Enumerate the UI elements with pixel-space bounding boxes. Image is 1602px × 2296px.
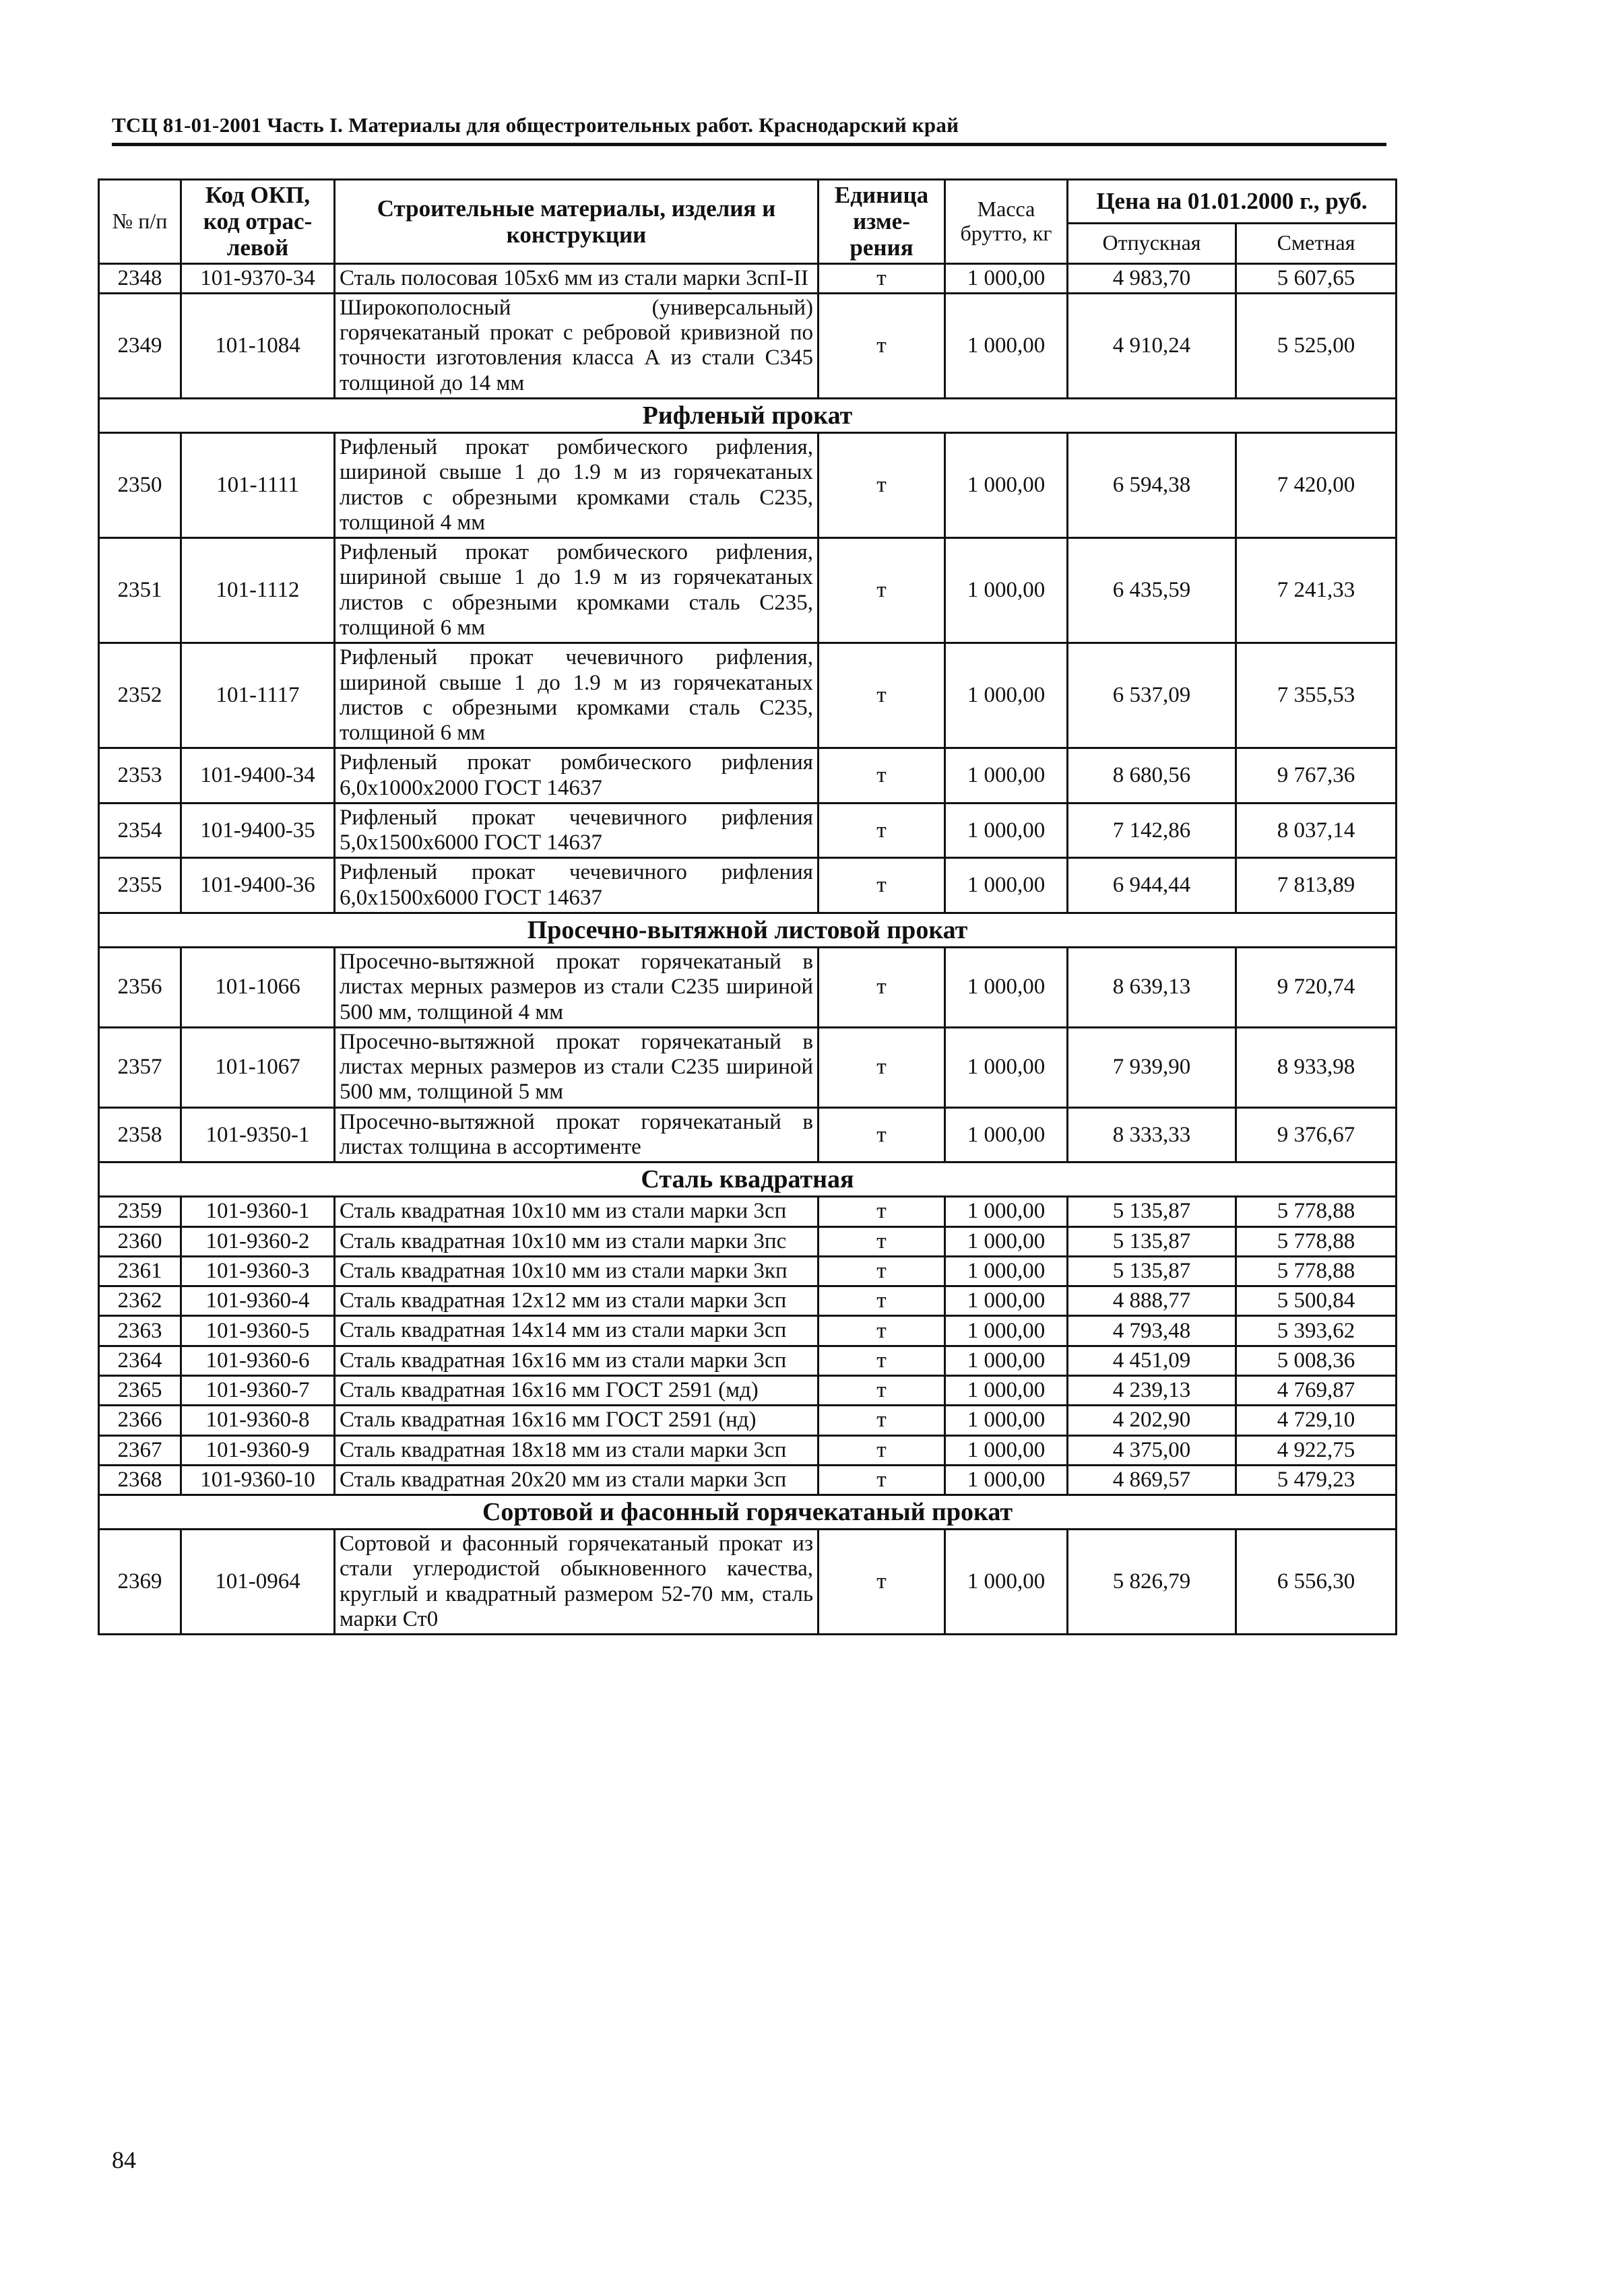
table-row bbox=[99, 803, 1397, 858]
cell-price-open: 8 639,13 bbox=[1068, 948, 1236, 1028]
cell-row-number: 2367 bbox=[99, 1435, 181, 1465]
cell-unit: т bbox=[819, 1256, 945, 1286]
cell-description: Рифленый прокат чечевичного рифления 5,0х1500х6000 ГОСТ 14637 bbox=[335, 803, 819, 858]
table-row bbox=[99, 293, 1397, 398]
cell-unit: т bbox=[819, 538, 945, 643]
cell-price-open: 4 910,24 bbox=[1068, 293, 1236, 398]
cell-mass: 1 000,00 bbox=[945, 1530, 1068, 1635]
cell-row-number: 2350 bbox=[99, 432, 181, 537]
cell-description: Рифленый прокат ромбического рифления, шириной свыше 1 до 1.9 м из горячекатаных листов с обрезными кромками сталь С235, толщиной 6 мм bbox=[335, 538, 819, 643]
cell-mass: 1 000,00 bbox=[945, 1346, 1068, 1375]
cell-unit: т bbox=[819, 1286, 945, 1316]
cell-price-estimate: 7 813,89 bbox=[1236, 858, 1397, 913]
cell-price-open: 5 135,87 bbox=[1068, 1226, 1236, 1256]
cell-okp-code: 101-9360-1 bbox=[181, 1197, 335, 1226]
table-row bbox=[99, 948, 1397, 1028]
cell-description: Сталь квадратная 10х10 мм из стали марки 3сп bbox=[335, 1197, 819, 1226]
table-row bbox=[99, 1286, 1397, 1316]
price-table bbox=[98, 178, 1397, 1635]
header-rule bbox=[112, 143, 1386, 146]
cell-price-open: 5 135,87 bbox=[1068, 1256, 1236, 1286]
cell-okp-code: 101-9400-35 bbox=[181, 803, 335, 858]
table-row bbox=[99, 1256, 1397, 1286]
cell-mass: 1 000,00 bbox=[945, 1465, 1068, 1495]
cell-okp-code: 101-9360-4 bbox=[181, 1286, 335, 1316]
cell-price-open: 5 135,87 bbox=[1068, 1197, 1236, 1226]
cell-okp-code: 101-9370-34 bbox=[181, 263, 335, 293]
table-row bbox=[99, 1316, 1397, 1346]
cell-description: Рифленый прокат ромбического рифления 6,0х1000х2000 ГОСТ 14637 bbox=[335, 748, 819, 803]
cell-price-estimate: 8 037,14 bbox=[1236, 803, 1397, 858]
cell-okp-code: 101-1111 bbox=[181, 432, 335, 537]
section-header-row bbox=[99, 913, 1397, 948]
cell-mass: 1 000,00 bbox=[945, 1286, 1068, 1316]
cell-okp-code: 101-9400-34 bbox=[181, 748, 335, 803]
cell-description: Сталь квадратная 16х16 мм ГОСТ 2591 (нд) bbox=[335, 1406, 819, 1435]
cell-price-estimate: 9 376,67 bbox=[1236, 1107, 1397, 1162]
cell-row-number: 2366 bbox=[99, 1406, 181, 1435]
cell-price-open: 8 333,33 bbox=[1068, 1107, 1236, 1162]
cell-row-number: 2357 bbox=[99, 1027, 181, 1107]
cell-price-estimate: 9 720,74 bbox=[1236, 948, 1397, 1028]
table-row bbox=[99, 1406, 1397, 1435]
col-header-desc: Строительные материалы, изделия и конструкции bbox=[335, 180, 819, 264]
cell-price-open: 4 888,77 bbox=[1068, 1286, 1236, 1316]
col-header-open: Отпускная bbox=[1068, 223, 1236, 263]
cell-mass: 1 000,00 bbox=[945, 1107, 1068, 1162]
cell-price-open: 4 451,09 bbox=[1068, 1346, 1236, 1375]
section-header-row bbox=[99, 1162, 1397, 1197]
cell-price-open: 4 239,13 bbox=[1068, 1375, 1236, 1405]
cell-price-open: 4 793,48 bbox=[1068, 1316, 1236, 1346]
table-row bbox=[99, 1530, 1397, 1635]
cell-okp-code: 101-9360-8 bbox=[181, 1406, 335, 1435]
table-body bbox=[99, 263, 1397, 1635]
cell-row-number: 2368 bbox=[99, 1465, 181, 1495]
cell-price-estimate: 5 500,84 bbox=[1236, 1286, 1397, 1316]
cell-row-number: 2363 bbox=[99, 1316, 181, 1346]
cell-okp-code: 101-9360-3 bbox=[181, 1256, 335, 1286]
cell-unit: т bbox=[819, 1107, 945, 1162]
cell-row-number: 2356 bbox=[99, 948, 181, 1028]
cell-unit: т bbox=[819, 948, 945, 1028]
cell-row-number: 2358 bbox=[99, 1107, 181, 1162]
cell-description: Сталь квадратная 16х16 мм ГОСТ 2591 (мд) bbox=[335, 1375, 819, 1405]
cell-okp-code: 101-1067 bbox=[181, 1027, 335, 1107]
section-title: Рифленый прокат bbox=[99, 398, 1397, 432]
section-title: Сталь квадратная bbox=[99, 1162, 1397, 1197]
cell-description: Просечно-вытяжной прокат горячекатаный в листах мерных размеров из стали С235 шириной 500 мм, толщиной 4 мм bbox=[335, 948, 819, 1028]
cell-unit: т bbox=[819, 643, 945, 748]
cell-okp-code: 101-0964 bbox=[181, 1530, 335, 1635]
cell-mass: 1 000,00 bbox=[945, 432, 1068, 537]
cell-price-estimate: 5 525,00 bbox=[1236, 293, 1397, 398]
cell-description: Сталь полосовая 105х6 мм из стали марки 3спI-II bbox=[335, 263, 819, 293]
cell-unit: т bbox=[819, 1465, 945, 1495]
cell-row-number: 2361 bbox=[99, 1256, 181, 1286]
cell-price-estimate: 7 355,53 bbox=[1236, 643, 1397, 748]
cell-unit: т bbox=[819, 1346, 945, 1375]
cell-price-estimate: 5 479,23 bbox=[1236, 1465, 1397, 1495]
cell-unit: т bbox=[819, 1316, 945, 1346]
cell-unit: т bbox=[819, 1027, 945, 1107]
cell-unit: т bbox=[819, 263, 945, 293]
col-header-unit: Единица изме-рения bbox=[819, 180, 945, 264]
cell-okp-code: 101-9400-36 bbox=[181, 858, 335, 913]
cell-price-estimate: 5 008,36 bbox=[1236, 1346, 1397, 1375]
cell-price-estimate: 9 767,36 bbox=[1236, 748, 1397, 803]
cell-description: Сталь квадратная 10х10 мм из стали марки 3кп bbox=[335, 1256, 819, 1286]
table-row bbox=[99, 858, 1397, 913]
cell-unit: т bbox=[819, 803, 945, 858]
section-title: Сортовой и фасонный горячекатаный прокат bbox=[99, 1495, 1397, 1530]
table-row bbox=[99, 263, 1397, 293]
table-row bbox=[99, 1107, 1397, 1162]
cell-price-estimate: 5 607,65 bbox=[1236, 263, 1397, 293]
cell-description: Сортовой и фасонный горячекатаный прокат из стали углеродистой обыкновенного качества, круглый и квадратный размером 52-70 мм, сталь марки Ст0 bbox=[335, 1530, 819, 1635]
cell-row-number: 2369 bbox=[99, 1530, 181, 1635]
cell-row-number: 2351 bbox=[99, 538, 181, 643]
cell-mass: 1 000,00 bbox=[945, 643, 1068, 748]
cell-okp-code: 101-9360-9 bbox=[181, 1435, 335, 1465]
cell-description: Просечно-вытяжной прокат горячекатаный в листах мерных размеров из стали С235 шириной 500 мм, толщиной 5 мм bbox=[335, 1027, 819, 1107]
cell-description: Просечно-вытяжной прокат горячекатаный в листах толщина в ассортименте bbox=[335, 1107, 819, 1162]
section-header-row bbox=[99, 398, 1397, 432]
cell-mass: 1 000,00 bbox=[945, 1197, 1068, 1226]
cell-price-open: 4 375,00 bbox=[1068, 1435, 1236, 1465]
cell-mass: 1 000,00 bbox=[945, 538, 1068, 643]
cell-price-open: 4 983,70 bbox=[1068, 263, 1236, 293]
cell-mass: 1 000,00 bbox=[945, 1406, 1068, 1435]
table-row bbox=[99, 538, 1397, 643]
cell-price-open: 7 142,86 bbox=[1068, 803, 1236, 858]
cell-price-estimate: 4 922,75 bbox=[1236, 1435, 1397, 1465]
cell-unit: т bbox=[819, 1435, 945, 1465]
cell-price-estimate: 7 241,33 bbox=[1236, 538, 1397, 643]
table-row bbox=[99, 1435, 1397, 1465]
cell-unit: т bbox=[819, 858, 945, 913]
cell-description: Сталь квадратная 18х18 мм из стали марки 3сп bbox=[335, 1435, 819, 1465]
cell-price-estimate: 6 556,30 bbox=[1236, 1530, 1397, 1635]
cell-price-open: 4 869,57 bbox=[1068, 1465, 1236, 1495]
table-row bbox=[99, 1465, 1397, 1495]
cell-mass: 1 000,00 bbox=[945, 1375, 1068, 1405]
cell-okp-code: 101-1066 bbox=[181, 948, 335, 1028]
cell-okp-code: 101-9360-10 bbox=[181, 1465, 335, 1495]
cell-mass: 1 000,00 bbox=[945, 948, 1068, 1028]
cell-row-number: 2365 bbox=[99, 1375, 181, 1405]
cell-price-open: 4 202,90 bbox=[1068, 1406, 1236, 1435]
cell-price-open: 7 939,90 bbox=[1068, 1027, 1236, 1107]
cell-row-number: 2364 bbox=[99, 1346, 181, 1375]
header-row bbox=[99, 180, 1397, 224]
cell-unit: т bbox=[819, 1406, 945, 1435]
cell-price-open: 6 435,59 bbox=[1068, 538, 1236, 643]
cell-okp-code: 101-1084 bbox=[181, 293, 335, 398]
cell-price-open: 6 537,09 bbox=[1068, 643, 1236, 748]
cell-description: Сталь квадратная 20х20 мм из стали марки 3сп bbox=[335, 1465, 819, 1495]
cell-okp-code: 101-9360-7 bbox=[181, 1375, 335, 1405]
cell-description: Сталь квадратная 16х16 мм из стали марки 3сп bbox=[335, 1346, 819, 1375]
cell-row-number: 2354 bbox=[99, 803, 181, 858]
cell-price-open: 6 594,38 bbox=[1068, 432, 1236, 537]
cell-mass: 1 000,00 bbox=[945, 1316, 1068, 1346]
running-header: ТСЦ 81-01-2001 Часть I. Материалы для общестроительных работ. Краснодарский край bbox=[112, 113, 959, 137]
cell-price-open: 8 680,56 bbox=[1068, 748, 1236, 803]
cell-row-number: 2359 bbox=[99, 1197, 181, 1226]
cell-mass: 1 000,00 bbox=[945, 858, 1068, 913]
cell-okp-code: 101-1117 bbox=[181, 643, 335, 748]
page-number: 84 bbox=[112, 2146, 136, 2173]
table-row bbox=[99, 643, 1397, 748]
cell-mass: 1 000,00 bbox=[945, 263, 1068, 293]
cell-row-number: 2349 bbox=[99, 293, 181, 398]
cell-mass: 1 000,00 bbox=[945, 803, 1068, 858]
cell-row-number: 2353 bbox=[99, 748, 181, 803]
cell-price-estimate: 4 769,87 bbox=[1236, 1375, 1397, 1405]
cell-price-estimate: 5 778,88 bbox=[1236, 1226, 1397, 1256]
cell-mass: 1 000,00 bbox=[945, 293, 1068, 398]
cell-mass: 1 000,00 bbox=[945, 1435, 1068, 1465]
cell-unit: т bbox=[819, 432, 945, 537]
cell-okp-code: 101-9350-1 bbox=[181, 1107, 335, 1162]
cell-okp-code: 101-1112 bbox=[181, 538, 335, 643]
cell-mass: 1 000,00 bbox=[945, 1256, 1068, 1286]
cell-description: Сталь квадратная 10х10 мм из стали марки 3пс bbox=[335, 1226, 819, 1256]
cell-row-number: 2362 bbox=[99, 1286, 181, 1316]
cell-okp-code: 101-9360-2 bbox=[181, 1226, 335, 1256]
section-title: Просечно-вытяжной листовой прокат bbox=[99, 913, 1397, 948]
cell-mass: 1 000,00 bbox=[945, 748, 1068, 803]
cell-unit: т bbox=[819, 1197, 945, 1226]
cell-price-estimate: 8 933,98 bbox=[1236, 1027, 1397, 1107]
section-header-row bbox=[99, 1495, 1397, 1530]
table-row bbox=[99, 1226, 1397, 1256]
cell-price-estimate: 7 420,00 bbox=[1236, 432, 1397, 537]
table-row bbox=[99, 1375, 1397, 1405]
cell-description: Рифленый прокат чечевичного рифления, шириной свыше 1 до 1.9 м из горячекатаных листов с обрезными кромками сталь С235, толщиной 6 мм bbox=[335, 643, 819, 748]
cell-row-number: 2360 bbox=[99, 1226, 181, 1256]
table-row bbox=[99, 432, 1397, 537]
cell-price-estimate: 5 393,62 bbox=[1236, 1316, 1397, 1346]
col-header-code: Код ОКП, код отрас-левой bbox=[181, 180, 335, 264]
cell-description: Сталь квадратная 14х14 мм из стали марки 3сп bbox=[335, 1316, 819, 1346]
cell-mass: 1 000,00 bbox=[945, 1226, 1068, 1256]
cell-price-estimate: 5 778,88 bbox=[1236, 1256, 1397, 1286]
table-row bbox=[99, 1027, 1397, 1107]
cell-price-open: 5 826,79 bbox=[1068, 1530, 1236, 1635]
cell-price-estimate: 5 778,88 bbox=[1236, 1197, 1397, 1226]
col-header-mass: Масса брутто, кг bbox=[945, 180, 1068, 264]
cell-description: Рифленый прокат ромбического рифления, шириной свыше 1 до 1.9 м из горячекатаных листов с обрезными кромками сталь С235, толщиной 4 мм bbox=[335, 432, 819, 537]
cell-row-number: 2348 bbox=[99, 263, 181, 293]
table-row bbox=[99, 1346, 1397, 1375]
cell-row-number: 2352 bbox=[99, 643, 181, 748]
cell-mass: 1 000,00 bbox=[945, 1027, 1068, 1107]
cell-description: Сталь квадратная 12х12 мм из стали марки 3сп bbox=[335, 1286, 819, 1316]
cell-unit: т bbox=[819, 1375, 945, 1405]
cell-okp-code: 101-9360-5 bbox=[181, 1316, 335, 1346]
cell-description: Рифленый прокат чечевичного рифления 6,0х1500х6000 ГОСТ 14637 bbox=[335, 858, 819, 913]
table-row bbox=[99, 1197, 1397, 1226]
cell-unit: т bbox=[819, 1530, 945, 1635]
col-header-price-group: Цена на 01.01.2000 г., руб. bbox=[1068, 180, 1397, 224]
cell-description: Широкополосный (универсальный) горячекатаный прокат с ребровой кривизной по точности изготовления класса А из стали С345 толщиной до 14 мм bbox=[335, 293, 819, 398]
cell-unit: т bbox=[819, 1226, 945, 1256]
cell-price-estimate: 4 729,10 bbox=[1236, 1406, 1397, 1435]
col-header-num: № п/п bbox=[99, 180, 181, 264]
col-header-est: Сметная bbox=[1236, 223, 1397, 263]
cell-row-number: 2355 bbox=[99, 858, 181, 913]
cell-price-open: 6 944,44 bbox=[1068, 858, 1236, 913]
cell-okp-code: 101-9360-6 bbox=[181, 1346, 335, 1375]
table-row bbox=[99, 748, 1397, 803]
cell-unit: т bbox=[819, 748, 945, 803]
cell-unit: т bbox=[819, 293, 945, 398]
